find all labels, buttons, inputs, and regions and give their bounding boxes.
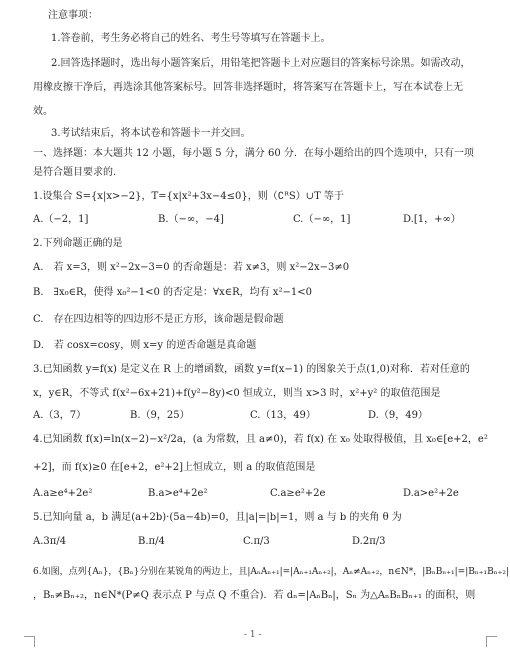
- question-3-line-1: 3.已知函数 y=f(x) 是定义在 R 上的增函数，函数 y=f(x−1) 的图象关于点(1,0)对称．若对任意的: [33, 364, 470, 375]
- question-1-option-d: D.[1，+∞）: [403, 214, 461, 225]
- question-4-line-1: 4.已知函数 f(x)=ln(x−2)−x²/2a，(a 为常数，且 a≠0)，若 f(x) 在 x₀ 处取得极值，且 x₀∈[e+2，e²: [33, 434, 488, 445]
- question-4-option-d: D.a>e²+2e: [403, 488, 459, 499]
- section-heading-cont: 是符合题目要求的.: [33, 167, 117, 178]
- question-3-option-b: B.（9，25）: [130, 410, 190, 421]
- question-1-option-c: C.（−∞，1]: [293, 214, 351, 225]
- notice-item-2-cont: 用橡皮擦干净后，再选涂其他答案标号。回答非选择题时，将答案写在答题卡上，写在本试卷上无: [33, 82, 463, 93]
- question-6-line-2: ，Bₙ≠Bₙ₊₂，n∈N*(P≠Q 表示点 P 与点 Q 不重合)．若 dₙ=|AₙBₙ|，Sₙ 为△AₙBₙBₙ₊₁ 的面积，则: [33, 590, 476, 601]
- question-5-option-b: B.π/4: [138, 536, 165, 547]
- question-5-stem: 5.已知向量 a，b 满足(a+2b)·(5a−4b)=0，且|a|=|b|=1，则 a 与 b 的夹角 θ 为: [33, 512, 402, 523]
- question-5-option-c: C.π/3: [243, 536, 270, 547]
- question-1-stem: 1.设集合 S={x|x>−2}，T={x|x²+3x−4≤0}，则（∁ᴿS）∪T 等于: [33, 191, 344, 202]
- notice-title: 注意事项：: [48, 10, 98, 21]
- question-1-option-a: A.（−2，1]: [33, 214, 89, 225]
- question-2-stem: 2.下列命题正确的是: [33, 238, 123, 249]
- question-4-line-2: +2]，而 f(x)≥0 在[e+2，e²+2]上恒成立，则 a 的取值范围是: [33, 462, 316, 473]
- question-4-option-a: A.a≥e⁴+2e²: [33, 488, 93, 499]
- question-2-option-b: B. ∃x₀∈R，使得 x₀²−1<0 的否定是：∀x∈R，均有 x²−1<0: [33, 287, 312, 298]
- question-3-option-d: D.（9，49）: [368, 410, 428, 421]
- crop-mark-right: [486, 636, 497, 647]
- notice-item-2: 2.回答选择题时，选出每小题答案后，用铅笔把答题卡上对应题目的答案标号涂黑。如需改动，: [51, 58, 471, 69]
- question-4-option-c: C.a≥e²+2e: [270, 488, 326, 499]
- question-3-option-c: C.（13，49）: [250, 410, 316, 421]
- section-heading: 一、选择题：本大题共 12 小题，每小题 5 分，满分 60 分．在每小题给出的四个选项中，只有一项: [33, 148, 474, 159]
- question-3-option-a: A.（3，7）: [33, 410, 87, 421]
- question-6-line-1: 6.如图，点列{Aₙ}，{Bₙ}分别在某锐角的两边上，且|AₙAₙ₊₁|=|Aₙ₊₁Aₙ₊₂|，Aₙ≠Aₙ₊₂，n∈N*，|BₙBₙ₊₁|=|Bₙ₊₁Bₙ₊₂|: [33, 567, 510, 577]
- notice-item-3: 3.考试结束后，将本试卷和答题卡一并交回。: [51, 128, 251, 139]
- question-1-option-b: B.（−∞，−4]: [158, 214, 224, 225]
- question-2-option-a: A. 若 x=3，则 x²−2x−3=0 的否命题是：若 x≠3，则 x²−2x−3≠0: [33, 262, 350, 273]
- question-3-line-2: x，y∈R，不等式 f(x²−6x+21)+f(y²−8y)<0 恒成立，则当 x>3 时，x²+y² 的取值范围是: [33, 388, 441, 399]
- question-2-option-c: C. 存在四边相等的四边形不是正方形，该命题是假命题: [33, 314, 284, 325]
- notice-item-2-end: 效。: [33, 106, 53, 117]
- notice-item-1: 1.答卷前，考生务必将自己的姓名、考生号等填写在答题卡上。: [51, 33, 331, 44]
- question-2-option-d: D. 若 cosx=cosy，则 x=y 的逆否命题是真命题: [33, 340, 257, 351]
- question-4-option-b: B.a>e⁴+2e²: [148, 488, 208, 499]
- question-5-option-d: D.2π/3: [352, 536, 386, 547]
- crop-mark-left: [24, 636, 35, 647]
- question-5-option-a: A.3π/4: [33, 536, 67, 547]
- page-number: - 1 -: [244, 630, 262, 640]
